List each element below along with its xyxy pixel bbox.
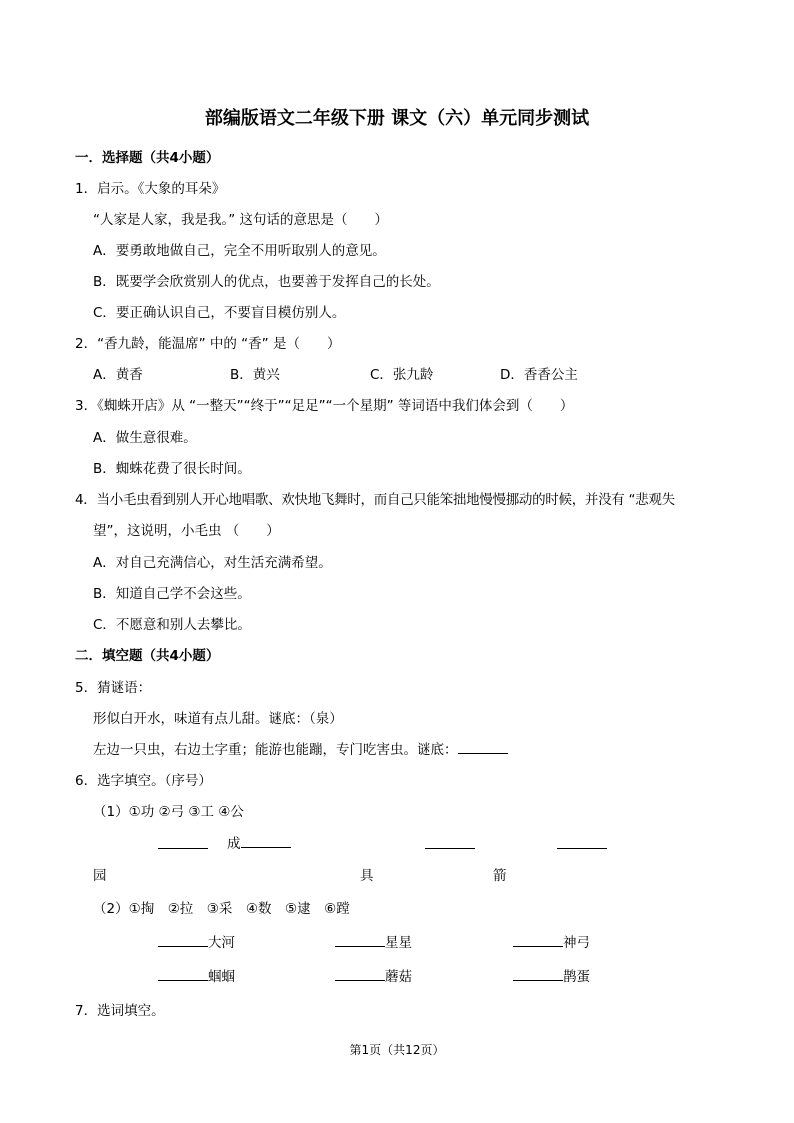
question-4-stem-line2: 望”，这说明，小毛虫 （ ） <box>93 523 280 539</box>
word-label: 神弓 <box>563 935 590 951</box>
answer-blank[interactable] <box>158 966 208 981</box>
word-label: 蘑菇 <box>385 969 412 985</box>
question-3-stem: 3．《蜘蛛开店》从 “一整天”“终于”“足足”“一个星期” 等词语中我们体会到（ ） <box>75 398 574 414</box>
question-2-option-b: B．黄兴 <box>230 367 280 383</box>
answer-blank[interactable] <box>335 966 385 981</box>
question-6-part1-word-3: 具 <box>360 868 374 884</box>
question-6-part1-options: （1）①功 ②弓 ③工 ④公 <box>93 804 244 820</box>
answer-blank[interactable] <box>335 932 385 947</box>
question-1-option-b: B．既要学会欣赏别人的优点，也要善于发挥自己的长处。 <box>93 274 440 290</box>
question-2-option-d: D．香香公主 <box>500 367 578 383</box>
question-5-stem: 5．猜谜语： <box>75 680 152 696</box>
question-4-option-a: A．对自己充满信心，对生活充满希望。 <box>93 555 332 571</box>
question-3-option-b: B．蜘蛛花费了很长时间。 <box>93 461 251 477</box>
question-6-part2-item <box>513 931 590 951</box>
question-4-option-c: C．不愿意和别人去攀比。 <box>93 617 251 633</box>
question-3-option-a: A．做生意很难。 <box>93 430 197 446</box>
question-6-part2-item <box>335 931 412 951</box>
page-footer: 第1页（共12页） <box>349 1043 445 1057</box>
question-6-part2-item <box>158 931 235 951</box>
question-2-option-c: C．张九龄 <box>370 367 434 383</box>
question-6-part1-word-1 <box>227 832 291 852</box>
answer-blank[interactable] <box>425 834 475 849</box>
question-4-option-b: B．知道自己学不会这些。 <box>93 586 251 602</box>
section-heading-choice: 一．选择题（共4小题） <box>75 150 220 166</box>
section-heading-fill: 二．填空题（共4小题） <box>75 648 220 664</box>
page-title: 部编版语文二年级下册 课文（六）单元同步测试 <box>204 108 590 129</box>
question-4-stem-line1: 4．当小毛虫看到别人开心地唱歌、欢快地飞舞时，而自己只能笨拙地慢慢挪动的时候，并没有 “悲观失 <box>75 492 675 508</box>
question-6-part1-word-2: 园 <box>93 868 107 884</box>
word-label: 星星 <box>385 935 412 951</box>
question-5-riddle-2-text: 左边一只虫，右边土字重；能游也能蹦，专门吃害虫。谜底： <box>93 742 458 758</box>
question-6-part2-item <box>335 965 412 985</box>
question-7-stem: 7．选词填空。 <box>75 1003 165 1019</box>
word-label: 鹊蛋 <box>563 969 590 985</box>
answer-blank[interactable] <box>557 834 607 849</box>
answer-blank[interactable] <box>158 834 208 849</box>
question-6-part2-options: （2）①掏 ②拉 ③采 ④数 ⑤逮 ⑥蹚 <box>93 901 350 917</box>
word-label: 成 <box>227 836 241 852</box>
word-label: 蝈蝈 <box>208 969 235 985</box>
word-label: 大河 <box>208 935 235 951</box>
question-1-sub: “人家是人家，我是我。” 这句话的意思是（ ） <box>93 212 389 228</box>
answer-blank[interactable] <box>513 966 563 981</box>
answer-blank[interactable] <box>241 833 291 848</box>
question-5-riddle-2 <box>93 738 508 758</box>
question-6-part2-item <box>158 965 235 985</box>
question-5-riddle-1: 形似白开水，味道有点儿甜。谜底：（泉） <box>93 711 343 727</box>
question-6-stem: 6．选字填空。（序号） <box>75 773 212 789</box>
answer-blank[interactable] <box>458 739 508 754</box>
question-2-option-a: A．黄香 <box>93 367 143 383</box>
answer-blank[interactable] <box>158 932 208 947</box>
answer-blank[interactable] <box>513 932 563 947</box>
question-1-option-c: C．要正确认识自己，不要盲目模仿别人。 <box>93 305 346 321</box>
question-6-part2-item <box>513 965 590 985</box>
question-1-option-a: A．要勇敢地做自己，完全不用听取别人的意见。 <box>93 243 386 259</box>
question-6-part1-word-4: 箭 <box>493 868 507 884</box>
question-1-stem: 1．启示。《大象的耳朵》 <box>75 181 226 197</box>
question-2-stem: 2．“香九龄，能温席” 中的 “香” 是（ ） <box>75 336 341 352</box>
